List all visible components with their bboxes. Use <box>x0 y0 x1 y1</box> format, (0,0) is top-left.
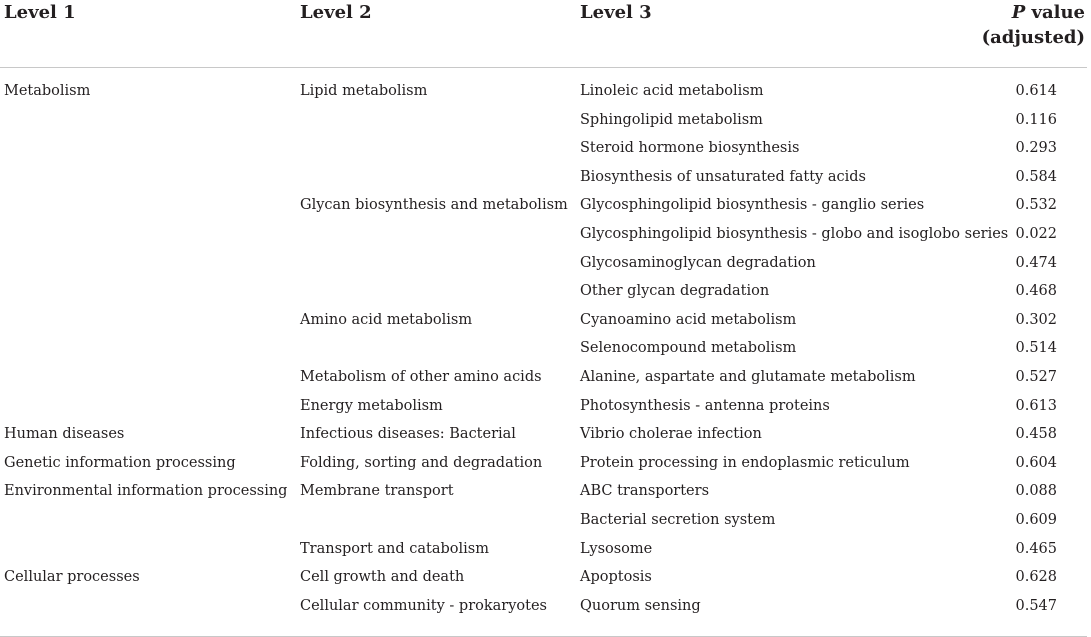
cell-level-2: Lipid metabolism <box>300 83 428 99</box>
cell-p-value: 0.465 <box>1015 540 1057 557</box>
cell-level-3: Lysosome <box>580 540 653 557</box>
cell-level-3: Bacterial secretion system <box>580 512 776 528</box>
table-row <box>0 277 1087 306</box>
cell-level-1: Environmental information processing <box>4 483 288 500</box>
cell-p-value: 0.532 <box>1015 197 1057 214</box>
cell-p-value: 0.604 <box>1015 454 1057 471</box>
cell-p-value: 0.613 <box>1015 397 1057 414</box>
header-level-2: Level 2 <box>300 2 372 23</box>
cell-level-1: Cellular processes <box>4 569 140 586</box>
cell-level-1: Metabolism <box>4 83 91 99</box>
table-row <box>0 220 1087 249</box>
table-row <box>0 363 1087 392</box>
table-row <box>0 563 1087 592</box>
cell-level-3: Photosynthesis - antenna proteins <box>580 397 830 414</box>
table-body <box>0 68 1087 637</box>
cell-level-3: Quorum sensing <box>580 597 701 614</box>
cell-level-2: Cellular community - prokaryotes <box>300 597 547 614</box>
cell-p-value: 0.302 <box>1015 311 1057 328</box>
cell-level-2: Folding, sorting and degradation <box>300 454 543 471</box>
table-row <box>0 134 1087 163</box>
cell-level-1: Genetic information processing <box>4 454 236 471</box>
cell-level-3: Steroid hormone biosynthesis <box>580 140 800 157</box>
cell-level-3: Cyanoamino acid metabolism <box>580 311 797 328</box>
header-p-value-word: value <box>1025 2 1085 23</box>
table-row <box>0 535 1087 564</box>
cell-level-2: Cell growth and death <box>300 569 465 586</box>
cell-level-3: Protein processing in endoplasmic reticulum <box>580 454 910 471</box>
cell-level-3: Alanine, aspartate and glutamate metabolism <box>580 369 916 385</box>
cell-p-value: 0.088 <box>1015 483 1057 500</box>
cell-level-3: Sphingolipid metabolism <box>580 111 763 128</box>
cell-p-value: 0.293 <box>1015 140 1057 157</box>
header-level-3: Level 3 <box>580 2 652 23</box>
cell-level-3: Glycosaminoglycan degradation <box>580 254 816 271</box>
cell-level-2: Transport and catabolism <box>300 540 489 557</box>
cell-level-3: Selenocompound metabolism <box>580 340 797 357</box>
cell-p-value: 0.527 <box>1015 369 1057 385</box>
table-row <box>0 306 1087 335</box>
cell-level-3: Biosynthesis of unsaturated fatty acids <box>580 168 866 185</box>
cell-p-value: 0.514 <box>1015 340 1057 357</box>
table-row <box>0 334 1087 363</box>
table-row <box>0 420 1087 449</box>
cell-level-3: Linoleic acid metabolism <box>580 83 764 99</box>
table-row <box>0 506 1087 535</box>
cell-p-value: 0.468 <box>1015 283 1057 300</box>
table-row <box>0 392 1087 421</box>
table-row <box>0 477 1087 506</box>
cell-level-2: Metabolism of other amino acids <box>300 369 542 385</box>
header-p-adjusted: (adjusted) <box>981 27 1085 48</box>
table-row <box>0 449 1087 478</box>
cell-level-3: Apoptosis <box>580 569 652 586</box>
table-row <box>0 249 1087 278</box>
cell-p-value: 0.022 <box>1015 226 1057 242</box>
cell-level-2: Amino acid metabolism <box>300 311 473 328</box>
header-level-1: Level 1 <box>4 2 76 23</box>
cell-p-value: 0.614 <box>1015 83 1057 99</box>
table-row <box>0 106 1087 135</box>
table-row <box>0 77 1087 106</box>
cell-level-3: Glycosphingolipid biosynthesis - globo and isoglobo series <box>580 226 1009 242</box>
cell-p-value: 0.628 <box>1015 569 1057 586</box>
cell-level-3: Glycosphingolipid biosynthesis - ganglio series <box>580 197 925 214</box>
cell-level-3: ABC transporters <box>580 483 710 500</box>
table-header <box>0 0 1087 68</box>
header-p-italic: P <box>1011 2 1026 23</box>
cell-p-value: 0.116 <box>1015 111 1057 128</box>
cell-p-value: 0.474 <box>1015 254 1057 271</box>
cell-level-3: Vibrio cholerae infection <box>580 426 762 443</box>
cell-p-value: 0.609 <box>1015 512 1057 528</box>
cell-level-2: Energy metabolism <box>300 397 443 414</box>
cell-level-2: Glycan biosynthesis and metabolism <box>300 197 568 214</box>
cell-p-value: 0.547 <box>1015 597 1057 614</box>
header-p-value <box>982 0 1085 50</box>
cell-p-value: 0.584 <box>1015 168 1057 185</box>
cell-level-2: Membrane transport <box>300 483 454 500</box>
table-row <box>0 592 1087 621</box>
cell-level-3: Other glycan degradation <box>580 283 770 300</box>
cell-level-1: Human diseases <box>4 426 125 443</box>
table-row <box>0 163 1087 192</box>
cell-p-value: 0.458 <box>1015 426 1057 443</box>
cell-level-2: Infectious diseases: Bacterial <box>300 426 516 443</box>
table-row <box>0 191 1087 220</box>
header-p-value-line1 <box>982 0 1085 25</box>
